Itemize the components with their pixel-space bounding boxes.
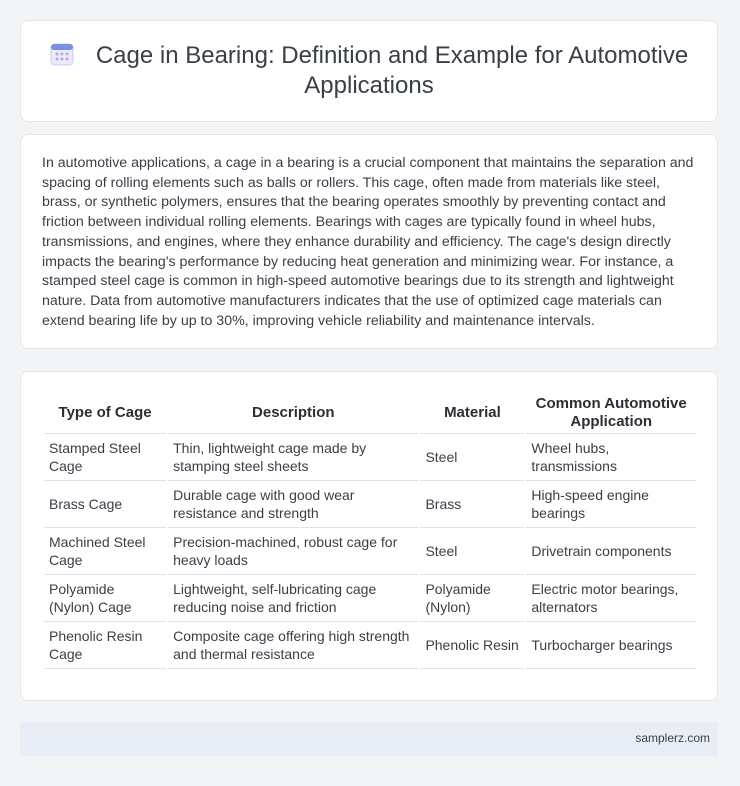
cell-type: Stamped Steel Cage [44,434,166,481]
table-card [20,371,718,701]
cell-application: Electric motor bearings, alternators [526,575,696,622]
cell-description: Composite cage offering high strength and thermal resistance [168,622,418,669]
page-title-wrap [21,41,717,101]
cell-description: Thin, lightweight cage made by stamping steel sheets [168,434,418,481]
footer-bar [20,722,718,756]
column-header-application: Common Automotive Application [526,393,696,434]
cell-description: Lightweight, self-lubricating cage reducing noise and friction [168,575,418,622]
title-card [20,20,718,122]
cell-type: Brass Cage [44,481,166,528]
column-header-material: Material [420,393,524,434]
cage-types-table [42,393,698,669]
table-row [44,528,696,575]
column-header-description: Description [168,393,418,434]
cell-type: Polyamide (Nylon) Cage [44,575,166,622]
cell-application: Drivetrain components [526,528,696,575]
cell-material: Phenolic Resin [420,622,524,669]
intro-card [20,134,718,349]
page-title: Cage in Bearing: Definition and Example for Automotive Applications [95,42,689,99]
cell-description: Durable cage with good wear resistance and strength [168,481,418,528]
table-header-row [44,393,696,434]
table-row [44,481,696,528]
calendar-icon [50,42,74,66]
cell-material: Steel [420,434,524,481]
table-row [44,622,696,669]
column-header-type: Type of Cage [44,393,166,434]
cell-application: High-speed engine bearings [526,481,696,528]
footer-site-link[interactable]: samplerz.com [635,731,710,745]
cell-material: Brass [420,481,524,528]
cell-type: Phenolic Resin Cage [44,622,166,669]
intro-paragraph: In automotive applications, a cage in a bearing is a crucial component that maintains the separation and spacing of rolling elements such as balls or rollers. This cage, often made from materials like steel, brass, or synthetic polymers, ensures that the bearing operates smoothly by preventing contact and friction between individual rolling elements. Bearings with cages are typically found in wheel hubs, transmissions, and engines, where they enhance durability and efficiency. The cage's design directly impacts the bearing's performance by reducing heat generation and minimizing wear. For instance, a stamped steel cage is common in high-speed automotive bearings due to its strength and lightweight nature. Data from automotive manufacturers indicates that the use of optimized cage materials can extend bearing life by up to 30%, improving vehicle reliability and maintenance intervals. [42,155,694,329]
cell-application: Turbocharger bearings [526,622,696,669]
cell-type: Machined Steel Cage [44,528,166,575]
table-row [44,575,696,622]
cell-material: Steel [420,528,524,575]
table-row [44,434,696,481]
cell-application: Wheel hubs, transmissions [526,434,696,481]
cell-material: Polyamide (Nylon) [420,575,524,622]
cell-description: Precision-machined, robust cage for heavy loads [168,528,418,575]
